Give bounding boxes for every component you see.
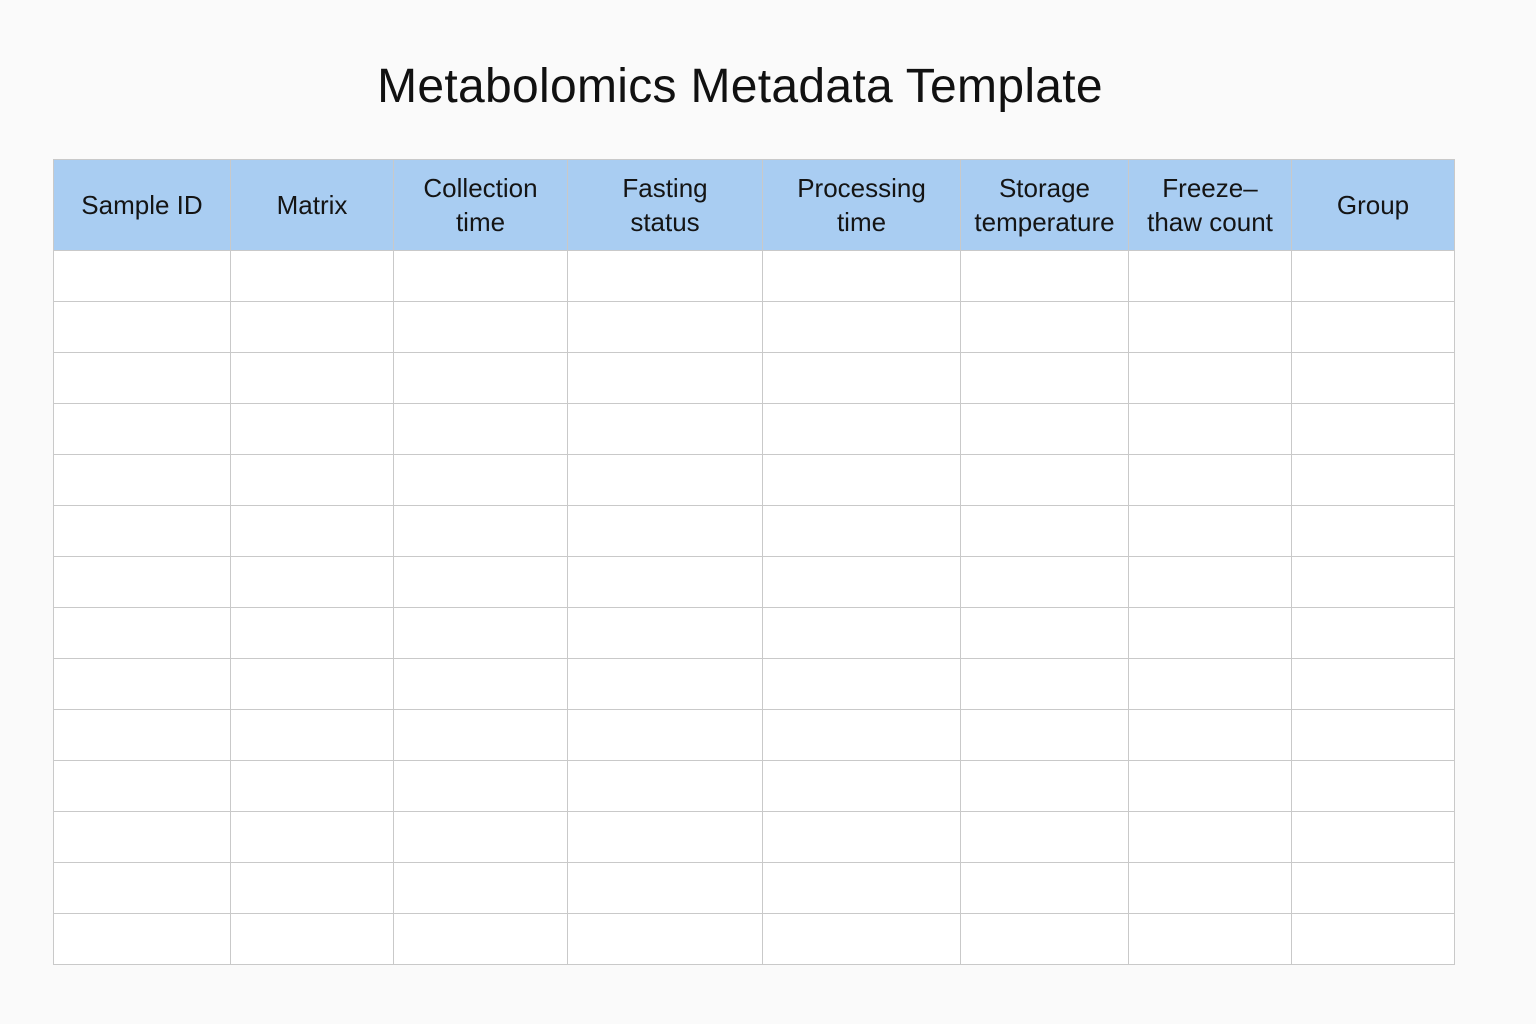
table-header: [54, 160, 1455, 251]
table-cell[interactable]: [763, 761, 961, 812]
table-cell[interactable]: [568, 506, 763, 557]
table-cell[interactable]: [568, 761, 763, 812]
column-header-label: Fasting status: [622, 173, 708, 237]
table-cell[interactable]: [54, 302, 231, 353]
table-cell[interactable]: [961, 608, 1129, 659]
table-cell[interactable]: [1292, 659, 1455, 710]
table-cell[interactable]: [568, 608, 763, 659]
table-cell[interactable]: [394, 455, 568, 506]
column-header-freeze-thaw-count[interactable]: [1129, 160, 1292, 251]
table-cell[interactable]: [961, 914, 1129, 965]
table-cell[interactable]: [961, 557, 1129, 608]
table-cell[interactable]: [54, 251, 231, 302]
table-cell[interactable]: [231, 761, 394, 812]
metadata-table: [53, 159, 1455, 965]
table-row: [54, 557, 1455, 608]
table-cell[interactable]: [1129, 812, 1292, 863]
page-title: Metabolomics Metadata Template: [377, 60, 1103, 113]
table-cell[interactable]: [394, 761, 568, 812]
column-header-label: Group: [1336, 190, 1410, 220]
table-cell[interactable]: [1292, 608, 1455, 659]
table-cell[interactable]: [961, 455, 1129, 506]
table-cell[interactable]: [54, 863, 231, 914]
table-cell[interactable]: [763, 863, 961, 914]
column-header-matrix[interactable]: [231, 160, 394, 251]
table-cell[interactable]: [1292, 251, 1455, 302]
table-cell[interactable]: [763, 506, 961, 557]
table-cell[interactable]: [54, 557, 231, 608]
table-row: [54, 659, 1455, 710]
table-cell[interactable]: [763, 608, 961, 659]
table-cell[interactable]: [1292, 761, 1455, 812]
table-cell[interactable]: [54, 455, 231, 506]
table-cell[interactable]: [763, 710, 961, 761]
table-cell[interactable]: [1129, 404, 1292, 455]
table-cell[interactable]: [54, 914, 231, 965]
table-cell[interactable]: [961, 659, 1129, 710]
table-row: [54, 251, 1455, 302]
table-cell[interactable]: [231, 404, 394, 455]
column-header-collection-time[interactable]: [394, 160, 568, 251]
table-row: [54, 404, 1455, 455]
column-header-sample-id[interactable]: [54, 160, 231, 251]
table-row: [54, 761, 1455, 812]
table-cell[interactable]: [231, 608, 394, 659]
table-cell[interactable]: [394, 302, 568, 353]
table-cell[interactable]: [568, 302, 763, 353]
table-cell[interactable]: [961, 710, 1129, 761]
table-cell[interactable]: [1129, 914, 1292, 965]
table-cell[interactable]: [568, 557, 763, 608]
table-cell[interactable]: [54, 761, 231, 812]
table-cell[interactable]: [231, 251, 394, 302]
table-cell[interactable]: [54, 710, 231, 761]
table-cell[interactable]: [231, 863, 394, 914]
table-cell[interactable]: [1129, 302, 1292, 353]
table-cell[interactable]: [231, 455, 394, 506]
table-cell[interactable]: [1129, 608, 1292, 659]
table-cell[interactable]: [394, 914, 568, 965]
table-cell[interactable]: [568, 251, 763, 302]
table-cell[interactable]: [231, 557, 394, 608]
table-cell[interactable]: [231, 914, 394, 965]
table-cell[interactable]: [568, 914, 763, 965]
table-cell[interactable]: [54, 353, 231, 404]
table-cell[interactable]: [231, 710, 394, 761]
table-cell[interactable]: [568, 455, 763, 506]
table-cell[interactable]: [763, 455, 961, 506]
table-row: [54, 812, 1455, 863]
table-cell[interactable]: [54, 812, 231, 863]
table-cell[interactable]: [394, 863, 568, 914]
table-cell[interactable]: [394, 557, 568, 608]
header-row: [54, 160, 1455, 251]
column-header-storage-temperature[interactable]: [961, 160, 1129, 251]
table-cell[interactable]: [1129, 710, 1292, 761]
table-cell[interactable]: [568, 863, 763, 914]
column-header-processing-time[interactable]: [763, 160, 961, 251]
table-cell[interactable]: [1129, 863, 1292, 914]
table-cell[interactable]: [961, 251, 1129, 302]
column-header-group[interactable]: [1292, 160, 1455, 251]
table-cell[interactable]: [1292, 404, 1455, 455]
column-header-label: Matrix: [276, 190, 348, 220]
table-cell[interactable]: [1292, 302, 1455, 353]
column-header-label: Freeze– thaw count: [1147, 173, 1273, 237]
table-cell[interactable]: [961, 863, 1129, 914]
table-cell[interactable]: [394, 404, 568, 455]
table-cell[interactable]: [1292, 863, 1455, 914]
column-header-label: Storage temperature: [974, 173, 1115, 237]
table-cell[interactable]: [1129, 353, 1292, 404]
table-cell[interactable]: [394, 659, 568, 710]
column-header-label: Sample ID: [81, 190, 203, 220]
table-cell[interactable]: [961, 353, 1129, 404]
table-cell[interactable]: [394, 710, 568, 761]
table-cell[interactable]: [961, 761, 1129, 812]
table-cell[interactable]: [1129, 506, 1292, 557]
table-cell[interactable]: [568, 710, 763, 761]
table-cell[interactable]: [961, 302, 1129, 353]
table-cell[interactable]: [1292, 812, 1455, 863]
table-row: [54, 506, 1455, 557]
table-row: [54, 353, 1455, 404]
table-cell[interactable]: [231, 302, 394, 353]
table-row: [54, 914, 1455, 965]
table-cell[interactable]: [763, 659, 961, 710]
table-row: [54, 608, 1455, 659]
table-cell[interactable]: [1292, 557, 1455, 608]
table-cell[interactable]: [231, 506, 394, 557]
table-cell[interactable]: [1292, 710, 1455, 761]
table-cell[interactable]: [394, 812, 568, 863]
table-cell[interactable]: [54, 404, 231, 455]
table-cell[interactable]: [54, 608, 231, 659]
table-cell[interactable]: [231, 659, 394, 710]
table-cell[interactable]: [961, 812, 1129, 863]
table-cell[interactable]: [394, 353, 568, 404]
table-cell[interactable]: [568, 659, 763, 710]
table-row: [54, 710, 1455, 761]
table-cell[interactable]: [1129, 251, 1292, 302]
table-cell[interactable]: [1129, 557, 1292, 608]
table-row: [54, 302, 1455, 353]
table-cell[interactable]: [1292, 914, 1455, 965]
table-body: [54, 251, 1455, 965]
table-cell[interactable]: [763, 302, 961, 353]
table-cell[interactable]: [568, 812, 763, 863]
column-header-fasting-status[interactable]: [568, 160, 763, 251]
table-cell[interactable]: [394, 251, 568, 302]
table-cell[interactable]: [763, 557, 961, 608]
table-row: [54, 455, 1455, 506]
table-cell[interactable]: [763, 914, 961, 965]
table-cell[interactable]: [1129, 659, 1292, 710]
table-cell[interactable]: [394, 506, 568, 557]
table-cell[interactable]: [961, 404, 1129, 455]
table-row: [54, 863, 1455, 914]
table-cell[interactable]: [1292, 455, 1455, 506]
column-header-label: Processing time: [797, 173, 926, 237]
table-cell[interactable]: [568, 404, 763, 455]
table-cell[interactable]: [763, 404, 961, 455]
table-cell[interactable]: [54, 659, 231, 710]
table-cell[interactable]: [763, 251, 961, 302]
table-cell[interactable]: [394, 608, 568, 659]
table-cell[interactable]: [763, 353, 961, 404]
table-cell[interactable]: [961, 506, 1129, 557]
table-cell[interactable]: [1292, 353, 1455, 404]
table-cell[interactable]: [54, 506, 231, 557]
table-cell[interactable]: [568, 353, 763, 404]
table-cell[interactable]: [763, 812, 961, 863]
table-cell[interactable]: [1129, 761, 1292, 812]
column-header-label: Collection time: [423, 173, 538, 237]
table-cell[interactable]: [1292, 506, 1455, 557]
table-cell[interactable]: [1129, 455, 1292, 506]
table-cell[interactable]: [231, 353, 394, 404]
table-cell[interactable]: [231, 812, 394, 863]
